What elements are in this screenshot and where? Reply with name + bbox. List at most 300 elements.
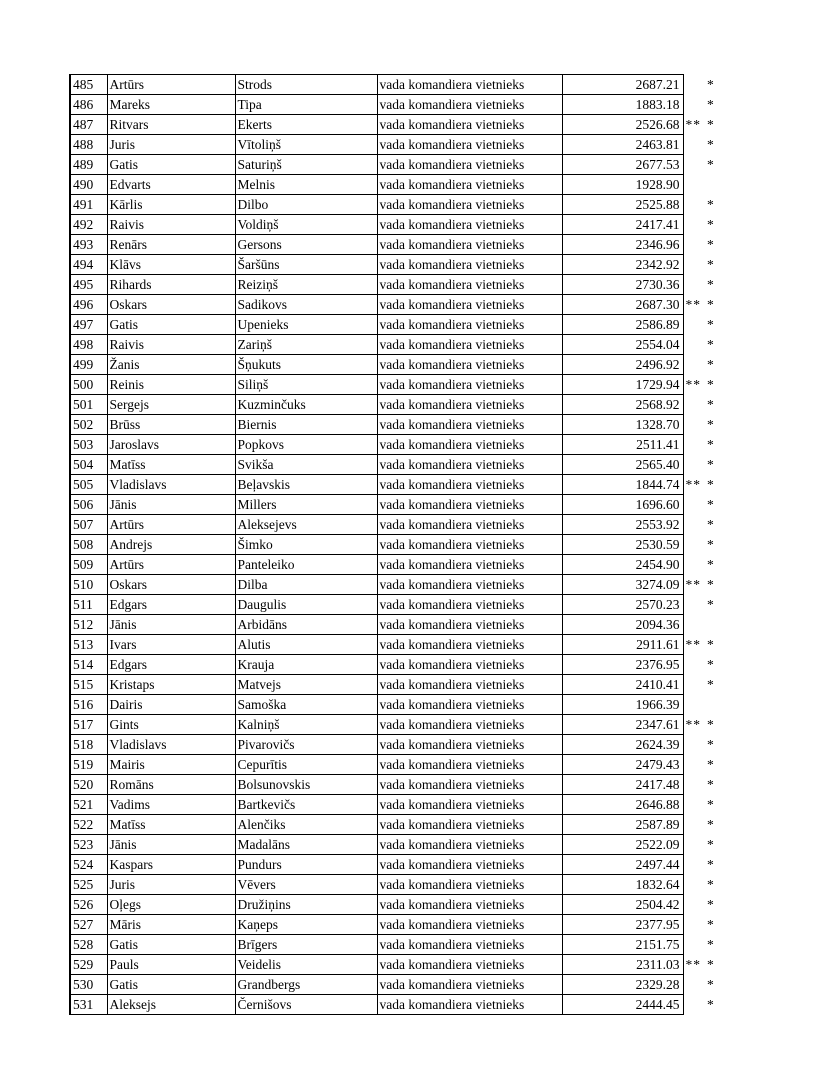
last-name-cell: Madalāns [235, 835, 377, 855]
first-name-cell: Jaroslavs [107, 435, 235, 455]
first-name-cell: Gatis [107, 975, 235, 995]
first-name-cell: Artūrs [107, 555, 235, 575]
row-number-cell: 487 [70, 115, 107, 135]
amount-cell: 1832.64 [562, 875, 683, 895]
asterisk-flag-cell: * [707, 637, 714, 652]
double-asterisk-flag-cell [683, 215, 705, 235]
row-number-cell: 506 [70, 495, 107, 515]
row-number-cell: 526 [70, 895, 107, 915]
row-number-cell: 521 [70, 795, 107, 815]
last-name-cell: Veidelis [235, 955, 377, 975]
row-number-cell: 505 [70, 475, 107, 495]
last-name-cell: Daugulis [235, 595, 377, 615]
row-number-cell: 531 [70, 995, 107, 1015]
row-number-cell: 486 [70, 95, 107, 115]
position-cell: vada komandiera vietnieks [377, 215, 562, 235]
asterisk-flag-cell [705, 615, 727, 635]
table-row [70, 895, 727, 915]
amount-cell: 2565.40 [562, 455, 683, 475]
asterisk-flag-cell: * [707, 557, 714, 572]
amount-cell: 1328.70 [562, 415, 683, 435]
first-name-cell: Oļegs [107, 895, 235, 915]
double-asterisk-flag-cell [683, 255, 705, 275]
double-asterisk-flag-cell [683, 975, 705, 995]
first-name-cell: Oskars [107, 295, 235, 315]
first-name-cell: Māris [107, 915, 235, 935]
double-asterisk-flag-cell [683, 835, 705, 855]
first-name-cell: Vladislavs [107, 475, 235, 495]
asterisk-flag-cell: * [707, 137, 714, 152]
amount-cell: 1966.39 [562, 695, 683, 715]
amount-cell: 2346.96 [562, 235, 683, 255]
table-row [70, 735, 727, 755]
last-name-cell: Alenčiks [235, 815, 377, 835]
asterisk-flag-cell: * [707, 417, 714, 432]
table-row [70, 795, 727, 815]
last-name-cell: Šaršūns [235, 255, 377, 275]
double-asterisk-flag-cell [683, 75, 705, 95]
double-asterisk-flag-cell [683, 135, 705, 155]
table-row [70, 955, 727, 975]
row-number-cell: 512 [70, 615, 107, 635]
double-asterisk-flag-cell [683, 315, 705, 335]
position-cell: vada komandiera vietnieks [377, 955, 562, 975]
last-name-cell: Arbidāns [235, 615, 377, 635]
table-row [70, 775, 727, 795]
first-name-cell: Vadims [107, 795, 235, 815]
amount-cell: 2454.90 [562, 555, 683, 575]
double-asterisk-flag-cell [683, 695, 705, 715]
table-row [70, 935, 727, 955]
position-cell: vada komandiera vietnieks [377, 475, 562, 495]
amount-cell: 2530.59 [562, 535, 683, 555]
table-body [70, 75, 727, 1015]
row-number-cell: 514 [70, 655, 107, 675]
first-name-cell: Matīss [107, 815, 235, 835]
position-cell: vada komandiera vietnieks [377, 635, 562, 655]
last-name-cell: Samoška [235, 695, 377, 715]
position-cell: vada komandiera vietnieks [377, 895, 562, 915]
row-number-cell: 497 [70, 315, 107, 335]
double-asterisk-flag-cell [683, 655, 705, 675]
table-row [70, 755, 727, 775]
table-row [70, 275, 727, 295]
amount-cell: 2587.89 [562, 815, 683, 835]
double-asterisk-flag-cell: ** [685, 957, 701, 972]
table-row [70, 415, 727, 435]
position-cell: vada komandiera vietnieks [377, 935, 562, 955]
position-cell: vada komandiera vietnieks [377, 715, 562, 735]
asterisk-flag-cell: * [707, 957, 714, 972]
first-name-cell: Oskars [107, 575, 235, 595]
table-row [70, 555, 727, 575]
last-name-cell: Dilba [235, 575, 377, 595]
first-name-cell: Edgars [107, 655, 235, 675]
amount-cell: 2479.43 [562, 755, 683, 775]
asterisk-flag-cell: * [707, 677, 714, 692]
double-asterisk-flag-cell [683, 675, 705, 695]
personnel-table [69, 74, 728, 1015]
position-cell: vada komandiera vietnieks [377, 415, 562, 435]
row-number-cell: 522 [70, 815, 107, 835]
table-row [70, 295, 727, 315]
row-number-cell: 516 [70, 695, 107, 715]
first-name-cell: Jānis [107, 495, 235, 515]
amount-cell: 2687.30 [562, 295, 683, 315]
asterisk-flag-cell: * [707, 377, 714, 392]
row-number-cell: 488 [70, 135, 107, 155]
position-cell: vada komandiera vietnieks [377, 675, 562, 695]
double-asterisk-flag-cell [683, 195, 705, 215]
amount-cell: 2311.03 [562, 955, 683, 975]
first-name-cell: Juris [107, 875, 235, 895]
first-name-cell: Mairis [107, 755, 235, 775]
double-asterisk-flag-cell [683, 775, 705, 795]
first-name-cell: Gints [107, 715, 235, 735]
amount-cell: 1883.18 [562, 95, 683, 115]
position-cell: vada komandiera vietnieks [377, 595, 562, 615]
table-row [70, 815, 727, 835]
row-number-cell: 524 [70, 855, 107, 875]
double-asterisk-flag-cell [683, 755, 705, 775]
double-asterisk-flag-cell [683, 415, 705, 435]
amount-cell: 2496.92 [562, 355, 683, 375]
position-cell: vada komandiera vietnieks [377, 835, 562, 855]
amount-cell: 2463.81 [562, 135, 683, 155]
asterisk-flag-cell: * [707, 537, 714, 552]
double-asterisk-flag-cell [683, 935, 705, 955]
amount-cell: 1844.74 [562, 475, 683, 495]
amount-cell: 2497.44 [562, 855, 683, 875]
table-row [70, 615, 727, 635]
amount-cell: 2568.92 [562, 395, 683, 415]
asterisk-flag-cell: * [707, 797, 714, 812]
double-asterisk-flag-cell [683, 95, 705, 115]
asterisk-flag-cell: * [707, 97, 714, 112]
row-number-cell: 507 [70, 515, 107, 535]
position-cell: vada komandiera vietnieks [377, 655, 562, 675]
row-number-cell: 490 [70, 175, 107, 195]
last-name-cell: Šimko [235, 535, 377, 555]
last-name-cell: Saturiņš [235, 155, 377, 175]
row-number-cell: 492 [70, 215, 107, 235]
table-row [70, 315, 727, 335]
double-asterisk-flag-cell [683, 395, 705, 415]
asterisk-flag-cell: * [707, 597, 714, 612]
first-name-cell: Artūrs [107, 75, 235, 95]
first-name-cell: Artūrs [107, 515, 235, 535]
position-cell: vada komandiera vietnieks [377, 795, 562, 815]
amount-cell: 2410.41 [562, 675, 683, 695]
position-cell: vada komandiera vietnieks [377, 695, 562, 715]
asterisk-flag-cell: * [707, 197, 714, 212]
first-name-cell: Gatis [107, 935, 235, 955]
double-asterisk-flag-cell [683, 515, 705, 535]
amount-cell: 2586.89 [562, 315, 683, 335]
table-row [70, 115, 727, 135]
first-name-cell: Juris [107, 135, 235, 155]
row-number-cell: 515 [70, 675, 107, 695]
asterisk-flag-cell: * [707, 757, 714, 772]
position-cell: vada komandiera vietnieks [377, 535, 562, 555]
last-name-cell: Šņukuts [235, 355, 377, 375]
last-name-cell: Voldiņš [235, 215, 377, 235]
table-row [70, 235, 727, 255]
row-number-cell: 493 [70, 235, 107, 255]
asterisk-flag-cell: * [707, 997, 714, 1012]
double-asterisk-flag-cell [683, 595, 705, 615]
asterisk-flag-cell: * [707, 397, 714, 412]
position-cell: vada komandiera vietnieks [377, 915, 562, 935]
double-asterisk-flag-cell [683, 495, 705, 515]
asterisk-flag-cell: * [707, 497, 714, 512]
position-cell: vada komandiera vietnieks [377, 155, 562, 175]
last-name-cell: Bartkevičs [235, 795, 377, 815]
last-name-cell: Vītoliņš [235, 135, 377, 155]
asterisk-flag-cell: * [707, 437, 714, 452]
asterisk-flag-cell: * [707, 577, 714, 592]
double-asterisk-flag-cell: ** [685, 577, 701, 592]
last-name-cell: Zariņš [235, 335, 377, 355]
amount-cell: 2444.45 [562, 995, 683, 1015]
row-number-cell: 520 [70, 775, 107, 795]
amount-cell: 2624.39 [562, 735, 683, 755]
table-row [70, 695, 727, 715]
double-asterisk-flag-cell [683, 875, 705, 895]
asterisk-flag-cell: * [707, 877, 714, 892]
row-number-cell: 510 [70, 575, 107, 595]
amount-cell: 2347.61 [562, 715, 683, 735]
row-number-cell: 496 [70, 295, 107, 315]
table-row [70, 215, 727, 235]
position-cell: vada komandiera vietnieks [377, 455, 562, 475]
last-name-cell: Družiņins [235, 895, 377, 915]
asterisk-flag-cell: * [707, 357, 714, 372]
position-cell: vada komandiera vietnieks [377, 355, 562, 375]
position-cell: vada komandiera vietnieks [377, 435, 562, 455]
last-name-cell: Kaņeps [235, 915, 377, 935]
row-number-cell: 502 [70, 415, 107, 435]
asterisk-flag-cell: * [707, 217, 714, 232]
last-name-cell: Aleksejevs [235, 515, 377, 535]
row-number-cell: 511 [70, 595, 107, 615]
position-cell: vada komandiera vietnieks [377, 755, 562, 775]
position-cell: vada komandiera vietnieks [377, 175, 562, 195]
double-asterisk-flag-cell [683, 275, 705, 295]
position-cell: vada komandiera vietnieks [377, 995, 562, 1015]
asterisk-flag-cell: * [707, 857, 714, 872]
asterisk-flag-cell: * [707, 977, 714, 992]
first-name-cell: Raivis [107, 215, 235, 235]
last-name-cell: Gersons [235, 235, 377, 255]
table-row [70, 635, 727, 655]
position-cell: vada komandiera vietnieks [377, 395, 562, 415]
table-row [70, 675, 727, 695]
position-cell: vada komandiera vietnieks [377, 555, 562, 575]
double-asterisk-flag-cell: ** [685, 477, 701, 492]
table-row [70, 455, 727, 475]
table-row [70, 575, 727, 595]
row-number-cell: 489 [70, 155, 107, 175]
last-name-cell: Alutis [235, 635, 377, 655]
double-asterisk-flag-cell: ** [685, 377, 701, 392]
first-name-cell: Gatis [107, 315, 235, 335]
asterisk-flag-cell: * [707, 817, 714, 832]
table-row [70, 95, 727, 115]
row-number-cell: 503 [70, 435, 107, 455]
first-name-cell: Vladislavs [107, 735, 235, 755]
last-name-cell: Pundurs [235, 855, 377, 875]
position-cell: vada komandiera vietnieks [377, 115, 562, 135]
first-name-cell: Klāvs [107, 255, 235, 275]
last-name-cell: Kalniņš [235, 715, 377, 735]
table-row [70, 175, 727, 195]
row-number-cell: 513 [70, 635, 107, 655]
first-name-cell: Reinis [107, 375, 235, 395]
position-cell: vada komandiera vietnieks [377, 195, 562, 215]
asterisk-flag-cell [705, 175, 727, 195]
first-name-cell: Jānis [107, 615, 235, 635]
table-row [70, 475, 727, 495]
table-row [70, 155, 727, 175]
asterisk-flag-cell: * [707, 517, 714, 532]
row-number-cell: 499 [70, 355, 107, 375]
position-cell: vada komandiera vietnieks [377, 255, 562, 275]
last-name-cell: Ekerts [235, 115, 377, 135]
asterisk-flag-cell: * [707, 237, 714, 252]
table-row [70, 135, 727, 155]
first-name-cell: Pauls [107, 955, 235, 975]
amount-cell: 2553.92 [562, 515, 683, 535]
first-name-cell: Matīss [107, 455, 235, 475]
position-cell: vada komandiera vietnieks [377, 235, 562, 255]
table-row [70, 915, 727, 935]
table-row [70, 255, 727, 275]
table-row [70, 655, 727, 675]
double-asterisk-flag-cell: ** [685, 117, 701, 132]
first-name-cell: Gatis [107, 155, 235, 175]
position-cell: vada komandiera vietnieks [377, 615, 562, 635]
table-row [70, 995, 727, 1015]
first-name-cell: Edvarts [107, 175, 235, 195]
first-name-cell: Renārs [107, 235, 235, 255]
position-cell: vada komandiera vietnieks [377, 75, 562, 95]
asterisk-flag-cell: * [707, 737, 714, 752]
asterisk-flag-cell: * [707, 117, 714, 132]
double-asterisk-flag-cell [683, 175, 705, 195]
position-cell: vada komandiera vietnieks [377, 335, 562, 355]
amount-cell: 1696.60 [562, 495, 683, 515]
row-number-cell: 525 [70, 875, 107, 895]
last-name-cell: Melnis [235, 175, 377, 195]
table-row [70, 435, 727, 455]
asterisk-flag-cell: * [707, 277, 714, 292]
first-name-cell: Dairis [107, 695, 235, 715]
row-number-cell: 494 [70, 255, 107, 275]
asterisk-flag-cell [705, 695, 727, 715]
double-asterisk-flag-cell [683, 235, 705, 255]
double-asterisk-flag-cell [683, 335, 705, 355]
last-name-cell: Biernis [235, 415, 377, 435]
last-name-cell: Krauja [235, 655, 377, 675]
row-number-cell: 508 [70, 535, 107, 555]
table-row [70, 715, 727, 735]
table-row [70, 335, 727, 355]
amount-cell: 2526.68 [562, 115, 683, 135]
amount-cell: 2329.28 [562, 975, 683, 995]
asterisk-flag-cell: * [707, 917, 714, 932]
position-cell: vada komandiera vietnieks [377, 295, 562, 315]
table-row [70, 975, 727, 995]
table-row [70, 595, 727, 615]
row-number-cell: 518 [70, 735, 107, 755]
position-cell: vada komandiera vietnieks [377, 515, 562, 535]
asterisk-flag-cell: * [707, 457, 714, 472]
first-name-cell: Jānis [107, 835, 235, 855]
position-cell: vada komandiera vietnieks [377, 575, 562, 595]
first-name-cell: Ivars [107, 635, 235, 655]
asterisk-flag-cell: * [707, 717, 714, 732]
asterisk-flag-cell: * [707, 257, 714, 272]
asterisk-flag-cell: * [707, 837, 714, 852]
amount-cell: 2911.61 [562, 635, 683, 655]
double-asterisk-flag-cell [683, 795, 705, 815]
amount-cell: 2677.53 [562, 155, 683, 175]
last-name-cell: Matvejs [235, 675, 377, 695]
first-name-cell: Mareks [107, 95, 235, 115]
row-number-cell: 509 [70, 555, 107, 575]
table-row [70, 195, 727, 215]
row-number-cell: 491 [70, 195, 107, 215]
last-name-cell: Popkovs [235, 435, 377, 455]
table-row [70, 515, 727, 535]
asterisk-flag-cell: * [707, 157, 714, 172]
position-cell: vada komandiera vietnieks [377, 275, 562, 295]
asterisk-flag-cell: * [707, 317, 714, 332]
last-name-cell: Siliņš [235, 375, 377, 395]
table-row [70, 375, 727, 395]
first-name-cell: Romāns [107, 775, 235, 795]
amount-cell: 2522.09 [562, 835, 683, 855]
asterisk-flag-cell: * [707, 777, 714, 792]
double-asterisk-flag-cell [683, 455, 705, 475]
last-name-cell: Bolsunovskis [235, 775, 377, 795]
asterisk-flag-cell: * [707, 657, 714, 672]
amount-cell: 2554.04 [562, 335, 683, 355]
first-name-cell: Žanis [107, 355, 235, 375]
table-row [70, 855, 727, 875]
last-name-cell: Černišovs [235, 995, 377, 1015]
amount-cell: 2151.75 [562, 935, 683, 955]
last-name-cell: Svikša [235, 455, 377, 475]
asterisk-flag-cell: * [707, 77, 714, 92]
last-name-cell: Reiziņš [235, 275, 377, 295]
position-cell: vada komandiera vietnieks [377, 815, 562, 835]
amount-cell: 2730.36 [562, 275, 683, 295]
double-asterisk-flag-cell [683, 815, 705, 835]
row-number-cell: 500 [70, 375, 107, 395]
amount-cell: 1928.90 [562, 175, 683, 195]
first-name-cell: Brūss [107, 415, 235, 435]
last-name-cell: Upenieks [235, 315, 377, 335]
last-name-cell: Strods [235, 75, 377, 95]
double-asterisk-flag-cell [683, 915, 705, 935]
amount-cell: 2377.95 [562, 915, 683, 935]
amount-cell: 2525.88 [562, 195, 683, 215]
first-name-cell: Aleksejs [107, 995, 235, 1015]
position-cell: vada komandiera vietnieks [377, 855, 562, 875]
last-name-cell: Brīgers [235, 935, 377, 955]
